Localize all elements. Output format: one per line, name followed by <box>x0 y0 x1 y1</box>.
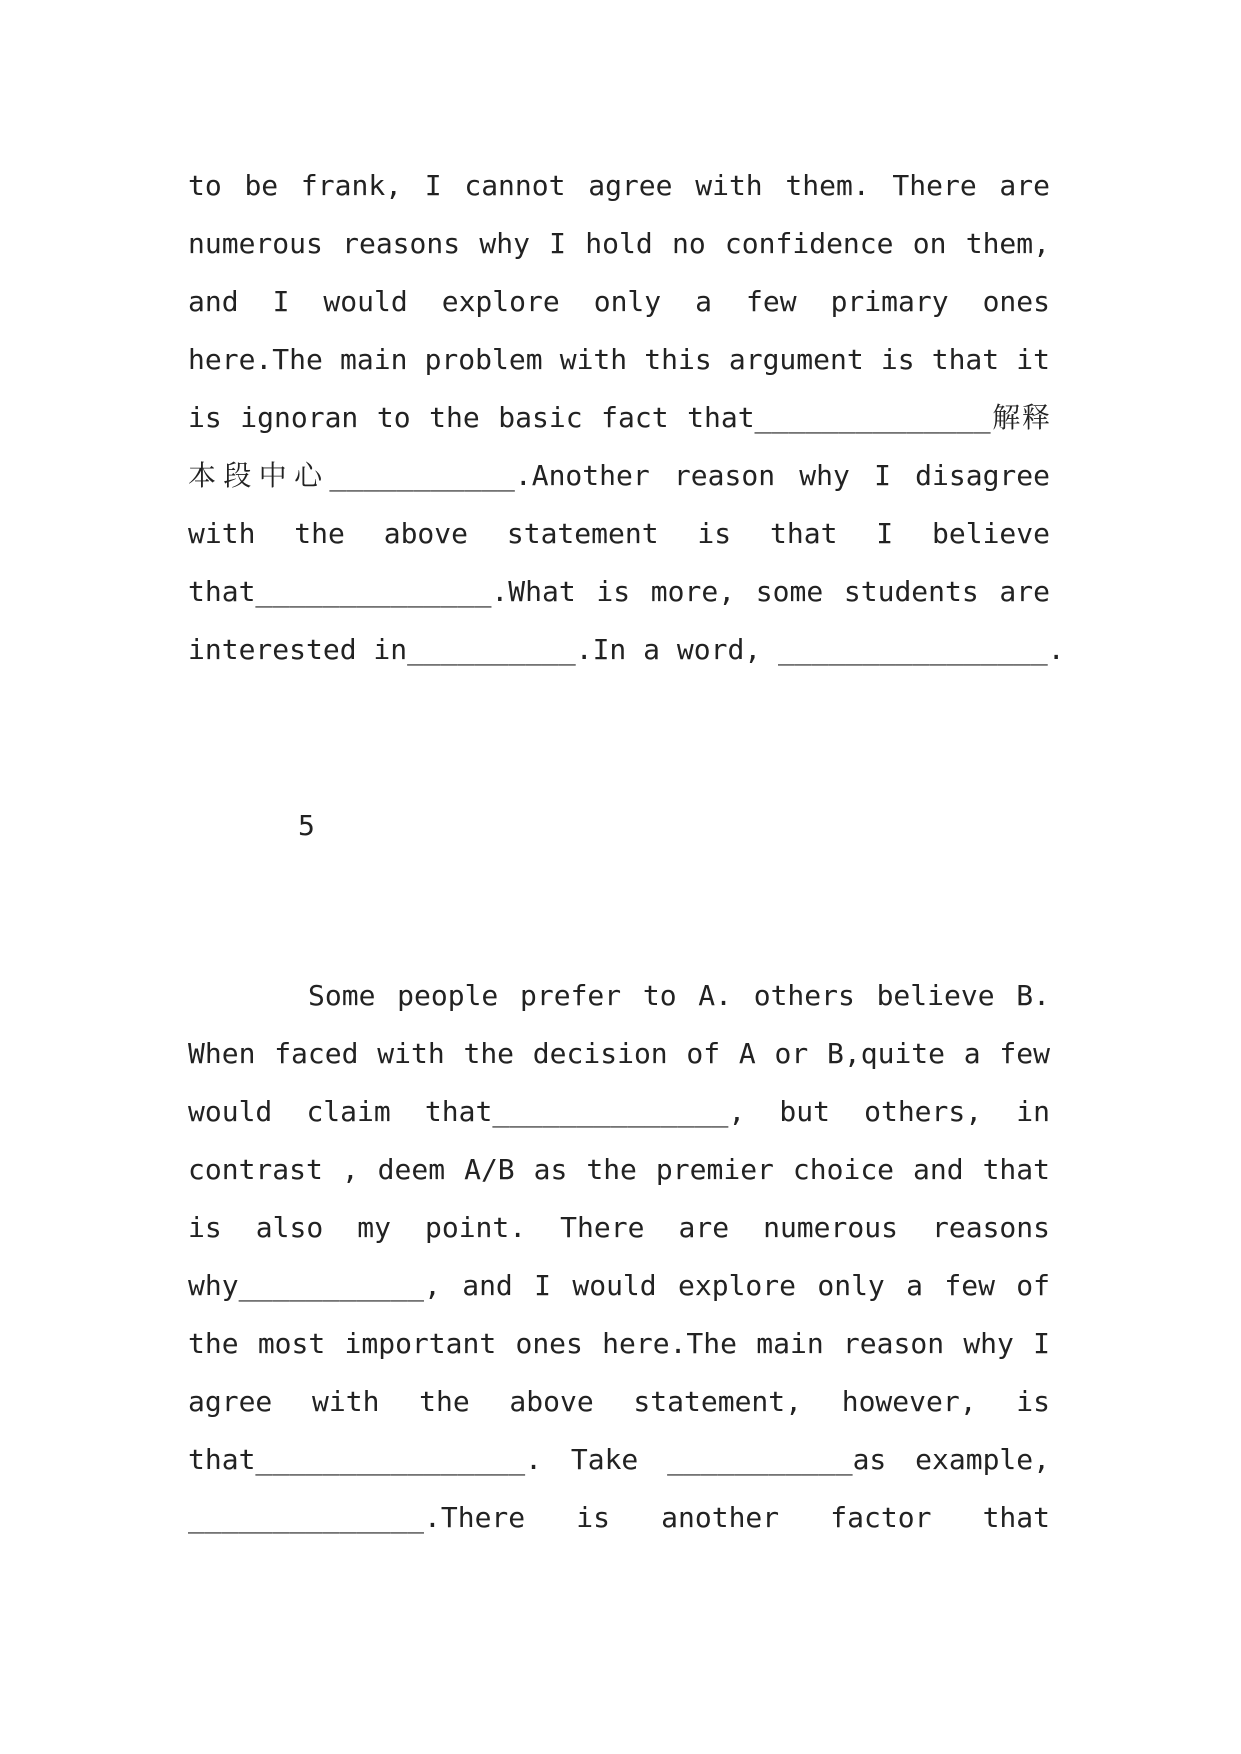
paragraph-line: agree with the above statement, however, is <box>188 1385 1050 1418</box>
paragraph-line: Some people prefer to A. others believe B. <box>308 979 1050 1012</box>
paragraph-line: would claim that______________, but others, in <box>188 1095 1050 1128</box>
paragraph-line: numerous reasons why I hold no confidence on them, <box>188 227 1050 260</box>
paragraph-line: with the above statement is that I believe <box>188 517 1050 550</box>
paragraph-line: and I would explore only a few primary ones <box>188 285 1050 318</box>
paragraph-line: ______________.There is another factor that <box>188 1501 1050 1534</box>
paragraph-line: here.The main problem with this argument is that it <box>188 343 1050 376</box>
paragraph-line: is also my point. There are numerous reasons <box>188 1211 1050 1244</box>
paragraph-line: When faced with the decision of A or B,quite a few <box>188 1037 1050 1070</box>
page-number: 5 <box>298 809 315 842</box>
paragraph-line: that________________. Take ___________as example, <box>188 1443 1050 1476</box>
paragraph-line: to be frank, I cannot agree with them. There are <box>188 169 1050 202</box>
paragraph-line: interested in__________.In a word, ________________. <box>188 633 1065 666</box>
paragraph-line: 本段中心___________.Another reason why I disagree <box>188 459 1050 492</box>
paragraph-line: that______________.What is more, some students are <box>188 575 1050 608</box>
paragraph-line: the most important ones here.The main reason why I <box>188 1327 1050 1360</box>
paragraph-line: why___________, and I would explore only a few of <box>188 1269 1050 1302</box>
paragraph-line: contrast , deem A/B as the premier choice and that <box>188 1153 1050 1186</box>
paragraph-line: is ignoran to the basic fact that______________解释 <box>188 401 1050 434</box>
